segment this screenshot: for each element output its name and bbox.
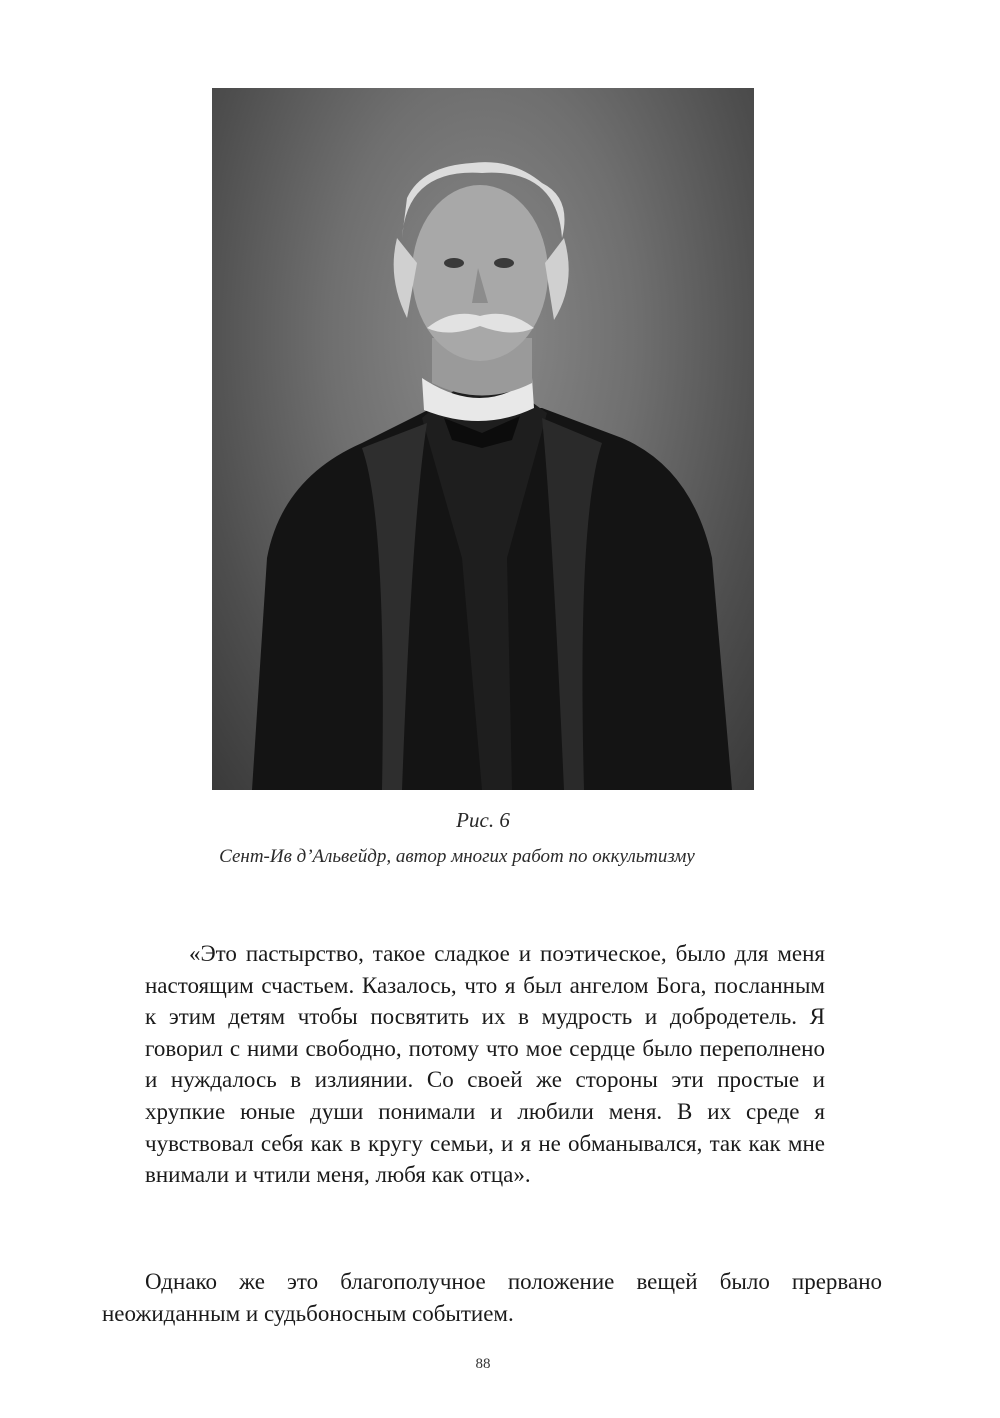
- body-paragraph: Однако же это благополучное положение вещей было прервано неожиданным и судьбоносным событием.: [102, 1269, 882, 1326]
- figure-caption: Сент-Ив д’Альвейдр, автор многих работ по оккультизму: [219, 846, 695, 867]
- figure-label: Рис. 6: [456, 808, 510, 832]
- quote-paragraph: «Это пастырство, такое сладкое и поэтическое, было для меня настоящим счастьем. Казалось, что я был ангелом Бога, посланным к этим детям чтобы посвятить их в мудрость и добродетель. Я говорил с ними свободно, потому что мое сердце было переполнено и нуждалось в излиянии. Со своей же стороны эти простые и хрупкие юные души понимали и любили меня. В их среде я чувствовал себя как в кругу семьи, и я не обманывался, так как мне внимали и чтили меня, любя как отца».: [145, 941, 825, 1188]
- portrait-photo: [212, 88, 754, 790]
- page-number: 88: [475, 1356, 491, 1372]
- portrait-icon: [212, 88, 754, 790]
